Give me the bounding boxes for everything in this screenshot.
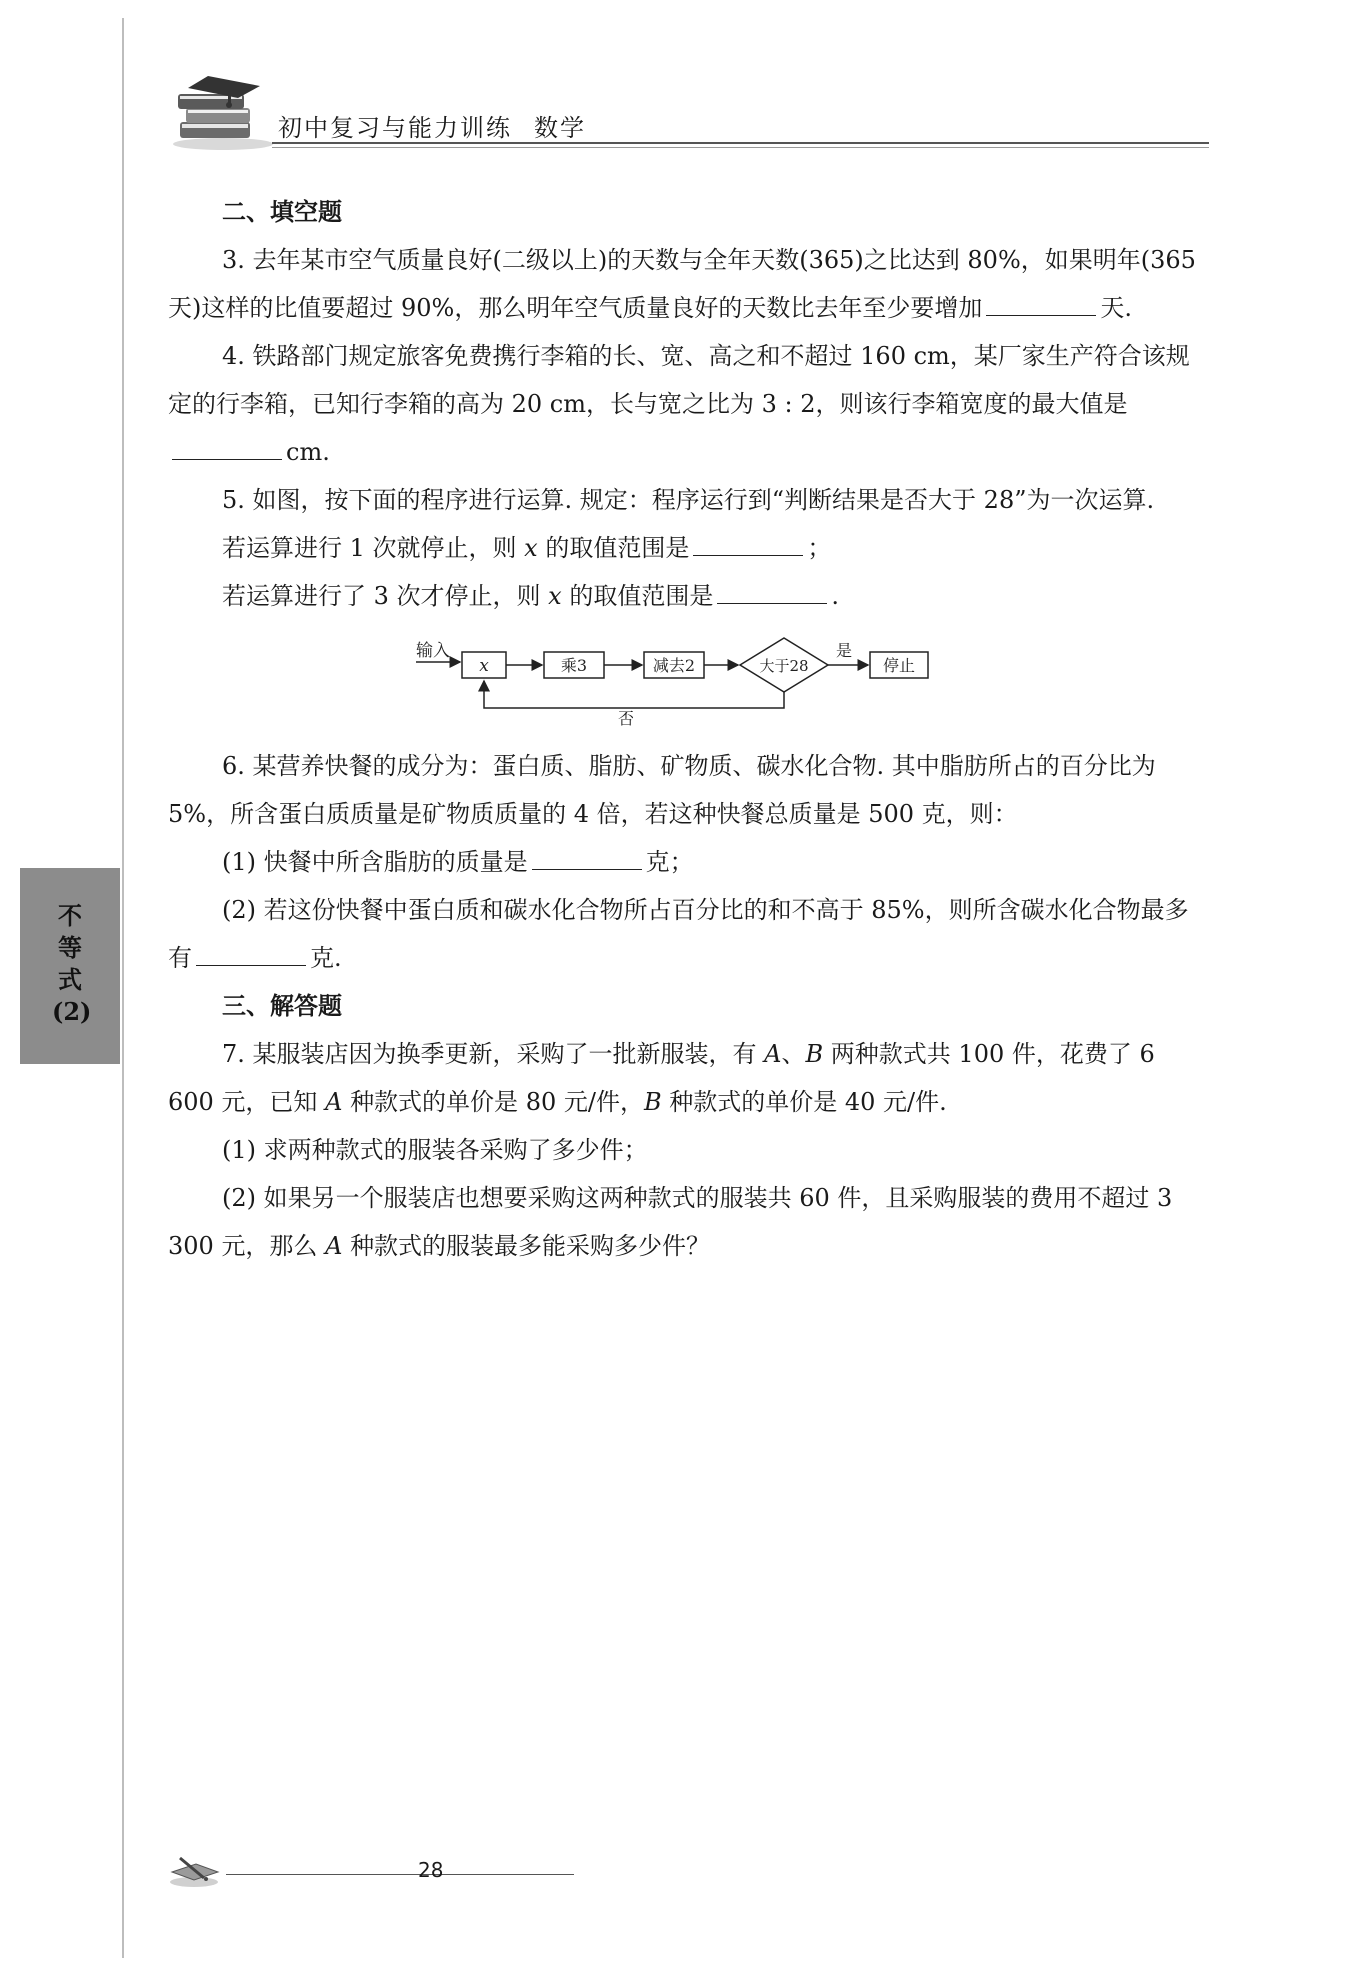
answer-blank bbox=[717, 581, 827, 604]
question-7-part-2: (2) 如果另一个服装店也想要采购这两种款式的服装共 60 件，且采购服装的费用不超过 3 300 元，那么 A 种款式的服装最多能采购多少件？ bbox=[168, 1184, 1173, 1260]
flow-input-label: 输入 bbox=[416, 641, 450, 661]
flow-stop-label: 停止 bbox=[882, 656, 916, 675]
question-7: 7. 某服装店因为换季更新，采购了一批新服装，有 A、B 两种款式共 100 件，花费了 6 600 元，已知 A 种款式的单价是 80 元/件，B 种款式的单价是 40 元/件. bbox=[168, 1040, 1155, 1116]
flow-no-label: 否 bbox=[617, 709, 635, 726]
chapter-char-3: 式 bbox=[58, 965, 82, 994]
footer-rule bbox=[226, 1874, 574, 1875]
header-title bbox=[278, 108, 608, 143]
page-content bbox=[168, 188, 1208, 1270]
flow-decision-label: 大于28 bbox=[759, 657, 809, 675]
flow-subtract-label: 减去2 bbox=[652, 656, 696, 675]
chapter-char-1: 不 bbox=[58, 901, 82, 930]
pen-book-icon bbox=[166, 1850, 222, 1890]
flow-multiply-label: 乘3 bbox=[560, 656, 588, 675]
page-number: 28 bbox=[418, 1858, 444, 1882]
section-heading-fill-in: 二、填空题 bbox=[222, 198, 342, 226]
question-4: 4. 铁路部门规定旅客免费携行李箱的长、宽、高之和不超过 160 cm，某厂家生产符合该规定的行李箱，已知行李箱的高为 20 cm，长与宽之比为 3 : 2，则该行李箱宽度的最大值是cm. bbox=[168, 342, 1190, 466]
program-flowchart bbox=[416, 634, 936, 726]
question-6-part-1: (1) 快餐中所含脂肪的质量是 克； bbox=[222, 848, 694, 876]
answer-blank bbox=[172, 437, 282, 460]
question-3: 3. 去年某市空气质量良好(二级以上)的天数与全年天数(365)之比达到 80%，如果明年(365 天)这样的比值要超过 90%，那么明年空气质量良好的天数比去年至少要增加 天. bbox=[168, 246, 1196, 322]
answer-blank bbox=[986, 293, 1096, 316]
answer-blank bbox=[532, 847, 642, 870]
page-footer bbox=[160, 1848, 460, 1898]
chapter-char-2: 等 bbox=[58, 933, 82, 962]
question-6-part-2: (2) 若这份快餐中蛋白质和碳水化合物所占百分比的和不高于 85%，则所含碳水化合物最多有 克. bbox=[168, 896, 1189, 972]
subject-title: 数学 bbox=[534, 114, 586, 142]
question-6: 6. 某营养快餐的成分为：蛋白质、脂肪、矿物质、碳水化合物. 其中脂肪所占的百分比为 5%，所含蛋白质质量是矿物质质量的 4 倍，若这种快餐总质量是 500 克，则： bbox=[168, 752, 1156, 828]
page-header bbox=[160, 60, 1210, 160]
chapter-side-tab bbox=[20, 868, 120, 1064]
header-rule-thin bbox=[272, 147, 1209, 148]
answer-blank bbox=[196, 943, 306, 966]
question-5-part-2: 若运算进行了 3 次才停止，则 x 的取值范围是 . bbox=[222, 582, 839, 610]
flow-yes-label: 是 bbox=[836, 641, 853, 660]
chapter-char-4: (2) bbox=[52, 997, 92, 1026]
binding-line bbox=[122, 18, 124, 1958]
flow-x-label: x bbox=[479, 656, 489, 676]
question-7-part-1: (1) 求两种款式的服装各采购了多少件； bbox=[222, 1136, 648, 1164]
books-logo-icon bbox=[168, 72, 278, 152]
answer-blank bbox=[693, 533, 803, 556]
chapter-label bbox=[52, 900, 92, 1028]
section-heading-solve: 三、解答题 bbox=[222, 992, 342, 1020]
question-5-part-1: 若运算进行 1 次就停止，则 x 的取值范围是 ； bbox=[222, 534, 832, 562]
header-rule bbox=[272, 142, 1209, 144]
question-5: 5. 如图，按下面的程序进行运算. 规定：程序运行到“判断结果是否大于 28”为一次运算. bbox=[222, 486, 1155, 514]
book-title: 初中复习与能力训练 bbox=[278, 114, 512, 142]
